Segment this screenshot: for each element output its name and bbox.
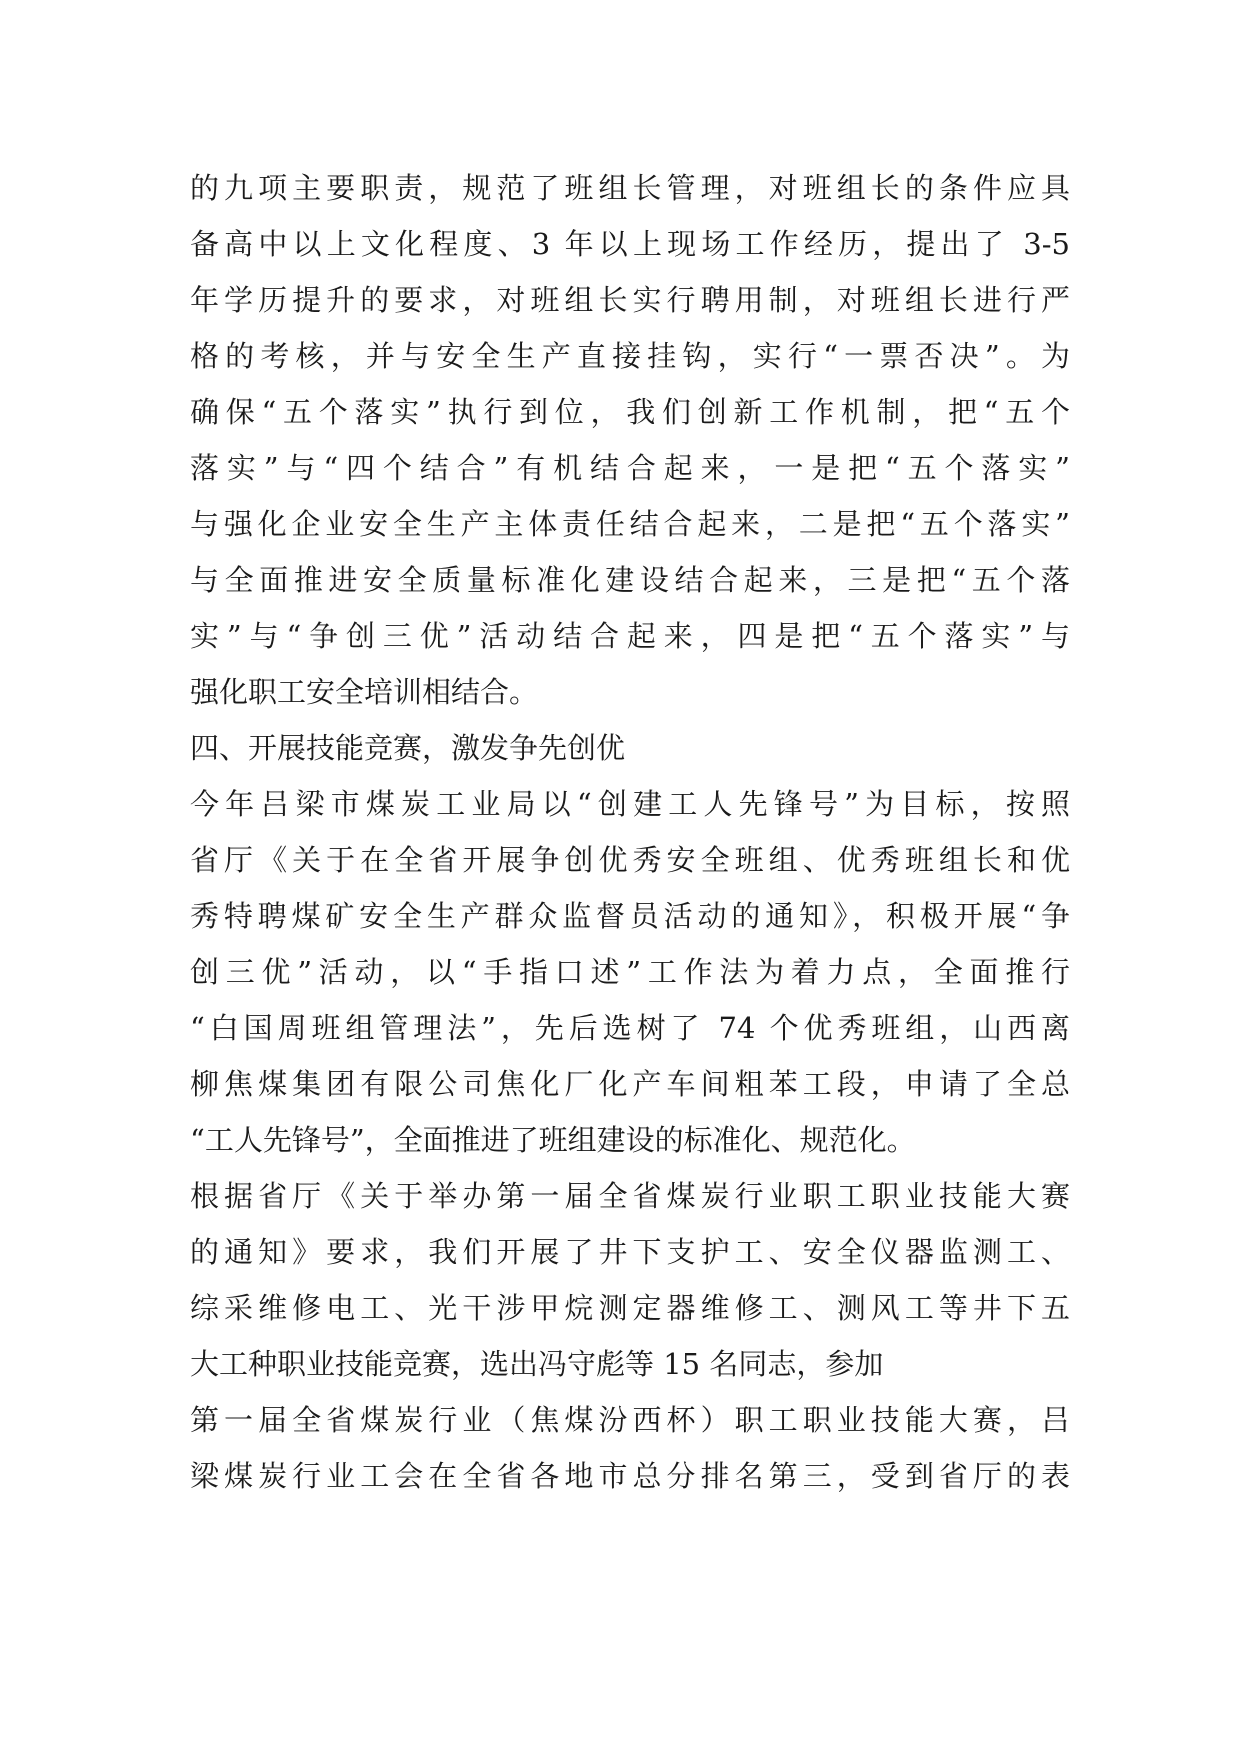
text-line: 的九项主要职责，规范了班组长管理，对班组长的条件应具 bbox=[190, 171, 1070, 205]
text-line: 大工种职业技能竞赛，选出冯守彪等 15 名同志，参加 bbox=[190, 1347, 884, 1381]
text-line: 综采维修电工、光干涉甲烷测定器维修工、测风工等井下五 bbox=[190, 1291, 1070, 1325]
text-line: 与全面推进安全质量标准化建设结合起来，三是把“五个落 bbox=[190, 563, 1070, 597]
text-line: 年学历提升的要求，对班组长实行聘用制，对班组长进行严 bbox=[190, 283, 1070, 317]
text-line: 创三优”活动，以“手指口述”工作法为着力点，全面推行 bbox=[190, 955, 1070, 989]
text-line: 梁煤炭行业工会在全省各地市总分排名第三，受到省厅的表 bbox=[190, 1459, 1070, 1493]
text-line: 的通知》要求，我们开展了井下支护工、安全仪器监测工、 bbox=[190, 1235, 1070, 1269]
text-line: 实”与“争创三优”活动结合起来，四是把“五个落实”与 bbox=[190, 619, 1070, 653]
paragraph-end-line: 强化职工安全培训相结合。 bbox=[190, 675, 539, 709]
document-body bbox=[190, 160, 1070, 1504]
text-line: 与强化企业安全生产主体责任结合起来，二是把“五个落实” bbox=[190, 507, 1070, 541]
section-heading: 四、开展技能竞赛，激发争先创优 bbox=[190, 731, 626, 765]
text-line: 格的考核，并与安全生产直接挂钩，实行“一票否决”。为 bbox=[190, 339, 1070, 373]
text-line: 第一届全省煤炭行业（焦煤汾西杯）职工职业技能大赛，吕 bbox=[190, 1403, 1070, 1437]
text-line: 确保“五个落实”执行到位，我们创新工作机制，把“五个 bbox=[190, 395, 1070, 429]
text-line: 今年吕梁市煤炭工业局以“创建工人先锋号”为目标，按照 bbox=[190, 787, 1070, 821]
text-line: 秀特聘煤矿安全生产群众监督员活动的通知》，积极开展“争 bbox=[190, 899, 1070, 933]
text-line: 备高中以上文化程度、3 年以上现场工作经历，提出了 3-5 bbox=[190, 227, 1070, 261]
text-line: 落实”与“四个结合”有机结合起来，一是把“五个落实” bbox=[190, 451, 1070, 485]
text-line: 柳焦煤集团有限公司焦化厂化产车间粗苯工段，申请了全总 bbox=[190, 1067, 1070, 1101]
text-line: 根据省厅《关于举办第一届全省煤炭行业职工职业技能大赛 bbox=[190, 1179, 1070, 1213]
text-line: 省厅《关于在全省开展争创优秀安全班组、优秀班组长和优 bbox=[190, 843, 1070, 877]
paragraph-end-line: “工人先锋号”，全面推进了班组建设的标准化、规范化。 bbox=[190, 1123, 916, 1157]
text-line: “白国周班组管理法”，先后选树了 74 个优秀班组，山西离 bbox=[190, 1011, 1070, 1045]
